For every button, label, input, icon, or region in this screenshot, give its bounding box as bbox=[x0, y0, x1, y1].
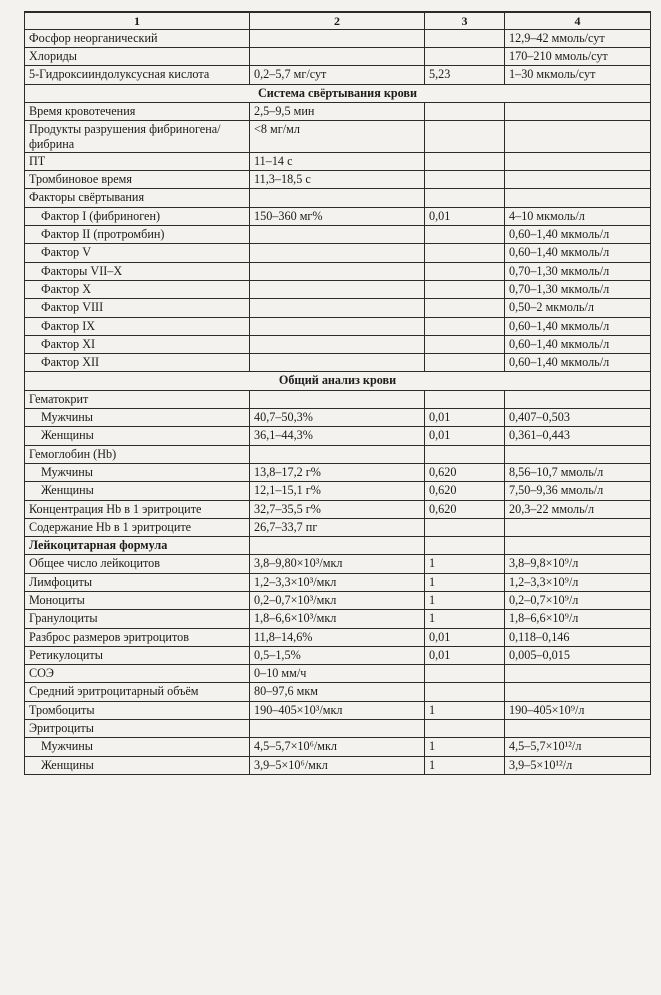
si-value-cell: 170–210 ммоль/сут bbox=[505, 47, 651, 65]
parameter-cell: Фактор IX bbox=[25, 317, 250, 335]
parameter-cell: Факторы свёртывания bbox=[25, 189, 250, 207]
si-value-cell: 0,60–1,40 мкмоль/л bbox=[505, 317, 651, 335]
column-header: 1 bbox=[25, 12, 250, 29]
table-row bbox=[25, 335, 651, 353]
parameter-cell: СОЭ bbox=[25, 665, 250, 683]
conversion-factor-cell bbox=[425, 102, 505, 120]
conventional-value-cell: 1,2–3,3×10³/мкл bbox=[250, 573, 425, 591]
si-value-cell: 3,8–9,8×10⁹/л bbox=[505, 555, 651, 573]
table-row bbox=[25, 280, 651, 298]
conventional-value-cell bbox=[250, 244, 425, 262]
table-row bbox=[25, 591, 651, 609]
parameter-cell: Хлориды bbox=[25, 47, 250, 65]
table-body bbox=[25, 29, 651, 774]
parameter-cell: ПТ bbox=[25, 152, 250, 170]
conventional-value-cell bbox=[250, 390, 425, 408]
parameter-cell: Содержание Hb в 1 эритроците bbox=[25, 518, 250, 536]
si-value-cell bbox=[505, 720, 651, 738]
conversion-factor-cell: 0,01 bbox=[425, 409, 505, 427]
parameter-cell: Лимфоциты bbox=[25, 573, 250, 591]
si-value-cell bbox=[505, 390, 651, 408]
section-header-row bbox=[25, 84, 651, 102]
conventional-value-cell: 0,2–0,7×10³/мкл bbox=[250, 591, 425, 609]
parameter-cell: Фактор V bbox=[25, 244, 250, 262]
table-row bbox=[25, 573, 651, 591]
parameter-cell: Разброс размеров эритроцитов bbox=[25, 628, 250, 646]
conversion-factor-cell bbox=[425, 537, 505, 555]
conventional-value-cell bbox=[250, 299, 425, 317]
table-row bbox=[25, 317, 651, 335]
conversion-factor-cell: 0,620 bbox=[425, 500, 505, 518]
table-row bbox=[25, 482, 651, 500]
parameter-cell: Моноциты bbox=[25, 591, 250, 609]
parameter-cell: Гематокрит bbox=[25, 390, 250, 408]
conversion-factor-cell: 0,01 bbox=[425, 628, 505, 646]
table-row bbox=[25, 189, 651, 207]
parameter-cell: Лейкоцитарная формула bbox=[25, 537, 250, 555]
conversion-factor-cell bbox=[425, 226, 505, 244]
conversion-factor-cell bbox=[425, 299, 505, 317]
si-value-cell: 1–30 мкмоль/сут bbox=[505, 66, 651, 84]
conversion-factor-cell bbox=[425, 29, 505, 47]
parameter-cell: Продукты разрушения фибриногена/фибрина bbox=[25, 121, 250, 153]
parameter-cell: Гранулоциты bbox=[25, 610, 250, 628]
conversion-factor-cell bbox=[425, 683, 505, 701]
conventional-value-cell bbox=[250, 189, 425, 207]
conventional-value-cell bbox=[250, 226, 425, 244]
parameter-cell: Фактор I (фибриноген) bbox=[25, 207, 250, 225]
table-row bbox=[25, 244, 651, 262]
conventional-value-cell bbox=[250, 335, 425, 353]
conventional-value-cell bbox=[250, 29, 425, 47]
parameter-cell: Эритроциты bbox=[25, 720, 250, 738]
table-row bbox=[25, 720, 651, 738]
parameter-cell: 5-Гидроксииндолуксусная кислота bbox=[25, 66, 250, 84]
table-row bbox=[25, 701, 651, 719]
conversion-factor-cell: 0,01 bbox=[425, 427, 505, 445]
table-row bbox=[25, 226, 651, 244]
conventional-value-cell: 0,2–5,7 мг/сут bbox=[250, 66, 425, 84]
parameter-cell: Общее число лейкоцитов bbox=[25, 555, 250, 573]
parameter-cell: Женщины bbox=[25, 427, 250, 445]
conversion-factor-cell bbox=[425, 262, 505, 280]
conventional-value-cell bbox=[250, 537, 425, 555]
conversion-factor-cell bbox=[425, 280, 505, 298]
table-row bbox=[25, 646, 651, 664]
conversion-factor-cell: 1 bbox=[425, 610, 505, 628]
conventional-value-cell bbox=[250, 47, 425, 65]
si-value-cell: 7,50–9,36 ммоль/л bbox=[505, 482, 651, 500]
table-row bbox=[25, 47, 651, 65]
table-row bbox=[25, 121, 651, 153]
si-value-cell bbox=[505, 121, 651, 153]
parameter-cell: Женщины bbox=[25, 482, 250, 500]
parameter-cell: Фосфор неорганический bbox=[25, 29, 250, 47]
parameter-cell: Фактор VIII bbox=[25, 299, 250, 317]
parameter-cell: Фактор XII bbox=[25, 354, 250, 372]
conversion-factor-cell bbox=[425, 445, 505, 463]
table-row bbox=[25, 555, 651, 573]
si-value-cell: 0,60–1,40 мкмоль/л bbox=[505, 244, 651, 262]
si-value-cell: 0,005–0,015 bbox=[505, 646, 651, 664]
si-value-cell bbox=[505, 537, 651, 555]
conventional-value-cell: 32,7–35,5 г% bbox=[250, 500, 425, 518]
si-value-cell: 0,118–0,146 bbox=[505, 628, 651, 646]
conventional-value-cell: 12,1–15,1 г% bbox=[250, 482, 425, 500]
table-row bbox=[25, 171, 651, 189]
table-row bbox=[25, 445, 651, 463]
si-value-cell bbox=[505, 102, 651, 120]
parameter-cell: Мужчины bbox=[25, 409, 250, 427]
parameter-cell: Мужчины bbox=[25, 463, 250, 481]
conversion-factor-cell bbox=[425, 244, 505, 262]
si-value-cell: 0,60–1,40 мкмоль/л bbox=[505, 335, 651, 353]
conventional-value-cell: 1,8–6,6×10³/мкл bbox=[250, 610, 425, 628]
conventional-value-cell: <8 мг/мл bbox=[250, 121, 425, 153]
conventional-value-cell bbox=[250, 720, 425, 738]
conversion-factor-cell bbox=[425, 152, 505, 170]
table-header-row bbox=[25, 12, 651, 29]
si-value-cell: 8,56–10,7 ммоль/л bbox=[505, 463, 651, 481]
si-value-cell: 20,3–22 ммоль/л bbox=[505, 500, 651, 518]
parameter-cell: Концентрация Hb в 1 эритроците bbox=[25, 500, 250, 518]
conversion-factor-cell bbox=[425, 47, 505, 65]
conversion-factor-cell: 1 bbox=[425, 555, 505, 573]
table-row bbox=[25, 29, 651, 47]
conventional-value-cell: 3,9–5×10⁶/мкл bbox=[250, 756, 425, 774]
table-row bbox=[25, 518, 651, 536]
conversion-factor-cell: 0,01 bbox=[425, 646, 505, 664]
conversion-factor-cell: 1 bbox=[425, 701, 505, 719]
table-row bbox=[25, 683, 651, 701]
table-row bbox=[25, 152, 651, 170]
table-row bbox=[25, 463, 651, 481]
table-row bbox=[25, 500, 651, 518]
column-header: 2 bbox=[250, 12, 425, 29]
conventional-value-cell: 80–97,6 мкм bbox=[250, 683, 425, 701]
parameter-cell: Гемоглобин (Hb) bbox=[25, 445, 250, 463]
conventional-value-cell: 3,8–9,80×10³/мкл bbox=[250, 555, 425, 573]
parameter-cell: Факторы VII–X bbox=[25, 262, 250, 280]
si-value-cell: 0,2–0,7×10⁹/л bbox=[505, 591, 651, 609]
section-title: Система свёртывания крови bbox=[25, 84, 651, 102]
table-row bbox=[25, 665, 651, 683]
si-value-cell: 0,50–2 мкмоль/л bbox=[505, 299, 651, 317]
si-value-cell: 1,8–6,6×10⁹/л bbox=[505, 610, 651, 628]
column-header: 3 bbox=[425, 12, 505, 29]
parameter-cell: Ретикулоциты bbox=[25, 646, 250, 664]
table-row bbox=[25, 537, 651, 555]
table-row bbox=[25, 207, 651, 225]
conversion-factor-cell: 0,01 bbox=[425, 207, 505, 225]
conventional-value-cell: 26,7–33,7 пг bbox=[250, 518, 425, 536]
si-value-cell: 0,70–1,30 мкмоль/л bbox=[505, 262, 651, 280]
table-row bbox=[25, 738, 651, 756]
section-title: Общий анализ крови bbox=[25, 372, 651, 390]
conversion-factor-cell bbox=[425, 317, 505, 335]
parameter-cell: Время кровотечения bbox=[25, 102, 250, 120]
conventional-value-cell bbox=[250, 354, 425, 372]
si-value-cell: 4–10 мкмоль/л bbox=[505, 207, 651, 225]
conversion-factor-cell: 1 bbox=[425, 738, 505, 756]
conversion-factor-cell bbox=[425, 720, 505, 738]
conversion-factor-cell bbox=[425, 335, 505, 353]
reference-values-table bbox=[24, 11, 651, 775]
si-value-cell: 190–405×10⁹/л bbox=[505, 701, 651, 719]
conventional-value-cell: 13,8–17,2 г% bbox=[250, 463, 425, 481]
si-value-cell bbox=[505, 665, 651, 683]
conventional-value-cell: 11,8–14,6% bbox=[250, 628, 425, 646]
si-value-cell: 0,60–1,40 мкмоль/л bbox=[505, 226, 651, 244]
parameter-cell: Фактор X bbox=[25, 280, 250, 298]
conversion-factor-cell bbox=[425, 518, 505, 536]
table-row bbox=[25, 628, 651, 646]
conventional-value-cell: 2,5–9,5 мин bbox=[250, 102, 425, 120]
table-row bbox=[25, 756, 651, 774]
si-value-cell: 0,361–0,443 bbox=[505, 427, 651, 445]
conventional-value-cell: 4,5–5,7×10⁶/мкл bbox=[250, 738, 425, 756]
si-value-cell: 0,60–1,40 мкмоль/л bbox=[505, 354, 651, 372]
column-header: 4 bbox=[505, 12, 651, 29]
table-row bbox=[25, 610, 651, 628]
table-row bbox=[25, 409, 651, 427]
table-row bbox=[25, 427, 651, 445]
si-value-cell: 0,407–0,503 bbox=[505, 409, 651, 427]
table-row bbox=[25, 354, 651, 372]
table-row bbox=[25, 262, 651, 280]
conventional-value-cell bbox=[250, 280, 425, 298]
conversion-factor-cell bbox=[425, 171, 505, 189]
conventional-value-cell: 0–10 мм/ч bbox=[250, 665, 425, 683]
si-value-cell: 4,5–5,7×10¹²/л bbox=[505, 738, 651, 756]
section-header-row bbox=[25, 372, 651, 390]
conventional-value-cell: 190–405×10³/мкл bbox=[250, 701, 425, 719]
conventional-value-cell: 40,7–50,3% bbox=[250, 409, 425, 427]
si-value-cell bbox=[505, 683, 651, 701]
conversion-factor-cell: 1 bbox=[425, 756, 505, 774]
table-row bbox=[25, 102, 651, 120]
conversion-factor-cell bbox=[425, 390, 505, 408]
table-row bbox=[25, 66, 651, 84]
conversion-factor-cell bbox=[425, 354, 505, 372]
conversion-factor-cell bbox=[425, 189, 505, 207]
parameter-cell: Тромбоциты bbox=[25, 701, 250, 719]
conventional-value-cell bbox=[250, 317, 425, 335]
parameter-cell: Тромбиновое время bbox=[25, 171, 250, 189]
conversion-factor-cell bbox=[425, 121, 505, 153]
conversion-factor-cell: 1 bbox=[425, 591, 505, 609]
table-row bbox=[25, 299, 651, 317]
conventional-value-cell: 36,1–44,3% bbox=[250, 427, 425, 445]
conversion-factor-cell: 5,23 bbox=[425, 66, 505, 84]
conversion-factor-cell: 1 bbox=[425, 573, 505, 591]
conventional-value-cell: 11–14 с bbox=[250, 152, 425, 170]
conventional-value-cell bbox=[250, 262, 425, 280]
parameter-cell: Женщины bbox=[25, 756, 250, 774]
si-value-cell bbox=[505, 518, 651, 536]
si-value-cell: 3,9–5×10¹²/л bbox=[505, 756, 651, 774]
si-value-cell bbox=[505, 189, 651, 207]
si-value-cell: 12,9–42 ммоль/сут bbox=[505, 29, 651, 47]
conventional-value-cell: 0,5–1,5% bbox=[250, 646, 425, 664]
si-value-cell bbox=[505, 171, 651, 189]
si-value-cell: 1,2–3,3×10⁹/л bbox=[505, 573, 651, 591]
parameter-cell: Мужчины bbox=[25, 738, 250, 756]
table-row bbox=[25, 390, 651, 408]
si-value-cell bbox=[505, 445, 651, 463]
conversion-factor-cell: 0,620 bbox=[425, 482, 505, 500]
conversion-factor-cell: 0,620 bbox=[425, 463, 505, 481]
conventional-value-cell: 150–360 мг% bbox=[250, 207, 425, 225]
si-value-cell: 0,70–1,30 мкмоль/л bbox=[505, 280, 651, 298]
conventional-value-cell bbox=[250, 445, 425, 463]
conversion-factor-cell bbox=[425, 665, 505, 683]
si-value-cell bbox=[505, 152, 651, 170]
parameter-cell: Средний эритроцитарный объём bbox=[25, 683, 250, 701]
parameter-cell: Фактор II (протромбин) bbox=[25, 226, 250, 244]
parameter-cell: Фактор XI bbox=[25, 335, 250, 353]
conventional-value-cell: 11,3–18,5 с bbox=[250, 171, 425, 189]
